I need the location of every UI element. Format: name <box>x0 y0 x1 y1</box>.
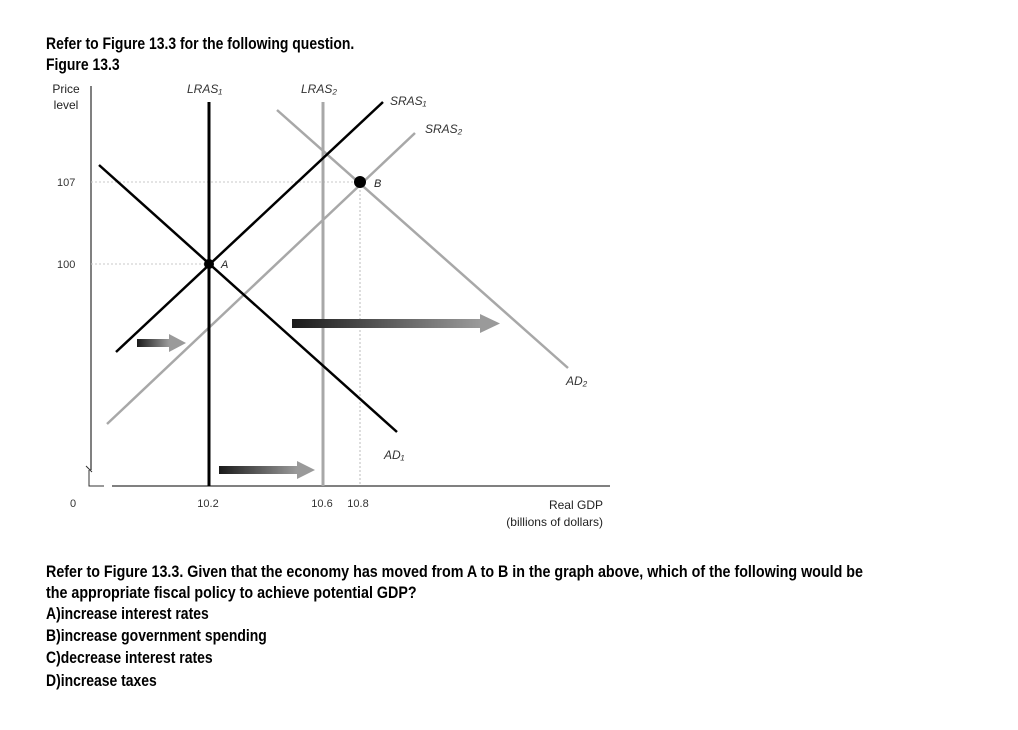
y-tick-100: 100 <box>57 259 76 271</box>
point-b-label: B <box>374 178 382 190</box>
point-a <box>204 259 214 269</box>
x-tick-0: 0 <box>69 498 77 510</box>
y-axis-label-line2: level <box>53 98 79 112</box>
option-b[interactable]: B)increase government spending <box>46 626 267 645</box>
sras1-label: SRAS₁ <box>390 94 427 108</box>
x-tick-10-6: 10.6 <box>311 498 333 510</box>
point-b <box>354 176 366 188</box>
sras1-curve <box>116 102 383 352</box>
lras2-label: LRAS₂ <box>301 82 337 96</box>
sras2-curve <box>107 133 415 424</box>
y-axis-label-line1: Price <box>52 82 80 96</box>
x-tick-10-2: 10.2 <box>197 498 219 510</box>
arrow-sras-shift <box>137 334 186 352</box>
option-a[interactable]: A)increase interest rates <box>46 604 209 623</box>
ad1-label: AD₁ <box>384 448 405 462</box>
ad2-label: AD₂ <box>566 374 588 388</box>
ad2-curve <box>277 110 568 368</box>
ad1-curve <box>99 165 397 432</box>
option-c[interactable]: C)decrease interest rates <box>46 648 213 667</box>
x-axis-label: Real GDP <box>548 498 603 512</box>
sras2-label: SRAS₂ <box>425 122 463 136</box>
y-tick-107: 107 <box>57 177 76 189</box>
option-d[interactable]: D)increase taxes <box>46 671 157 690</box>
reference-heading: Refer to Figure 13.3 for the following question. <box>46 34 355 53</box>
axis-break <box>86 466 104 486</box>
x-axis-label-sub: (billions of dollars) <box>506 515 603 529</box>
x-tick-10-8: 10.8 <box>347 498 369 510</box>
arrow-lras-shift <box>219 461 315 479</box>
question-line-1: Refer to Figure 13.3. Given that the economy has moved from A to B in the graph above, which of the following would be <box>46 562 863 581</box>
figure-title: Figure 13.3 <box>46 55 120 74</box>
point-a-label: A <box>221 259 229 271</box>
question-line-2: the appropriate fiscal policy to achieve potential GDP? <box>46 583 417 602</box>
lras1-label: LRAS₁ <box>187 82 223 96</box>
